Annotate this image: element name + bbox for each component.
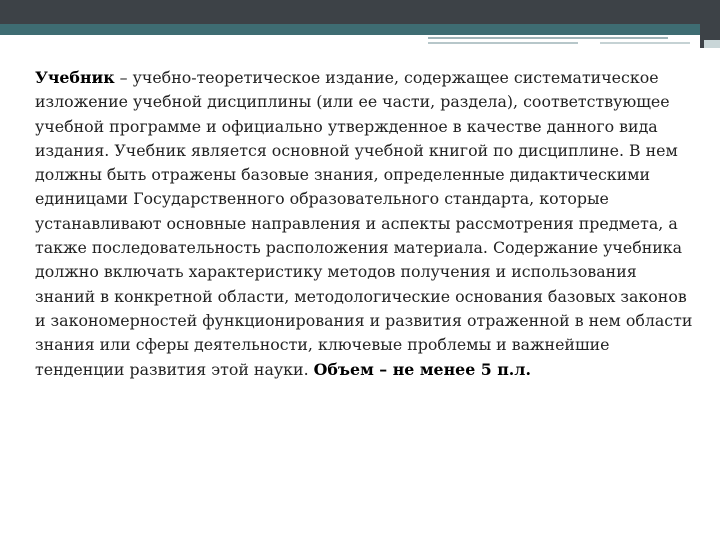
term-heading: Учебник	[35, 68, 115, 87]
slide-body-text	[35, 66, 700, 382]
header-band-teal	[0, 24, 700, 35]
decorative-stripe	[600, 42, 690, 44]
decorative-stripe	[428, 37, 668, 39]
term-definition: – учебно-теоретическое издание, содержащее систематическое изложение учебной дисциплины (или ее части, раздела), соответствующее учебной программе и официально утвержденное в качестве данного вида издания. Учебник является основной учебной книгой по дисциплине. В нем должны быть отражены базовые знания, определенные дидактическими единицами Государственного образовательного стандарта, которые устанавливают основные направления и аспекты рассмотрения предмета, а также последовательность расположения материала. Содержание учебника должно включать характеристику методов получения и использования знаний в конкретной области, методологические основания базовых законов и закономерностей функционирования и развития отраженной в нем области знания или сферы деятельности, ключевые проблемы и важнейшие тенденции развития этой науки.	[35, 68, 693, 379]
header-corner-accent	[704, 40, 720, 48]
volume-note: Объем – не менее 5 п.л.	[313, 359, 531, 379]
decorative-stripe	[428, 42, 578, 44]
header-band-dark	[0, 0, 720, 24]
